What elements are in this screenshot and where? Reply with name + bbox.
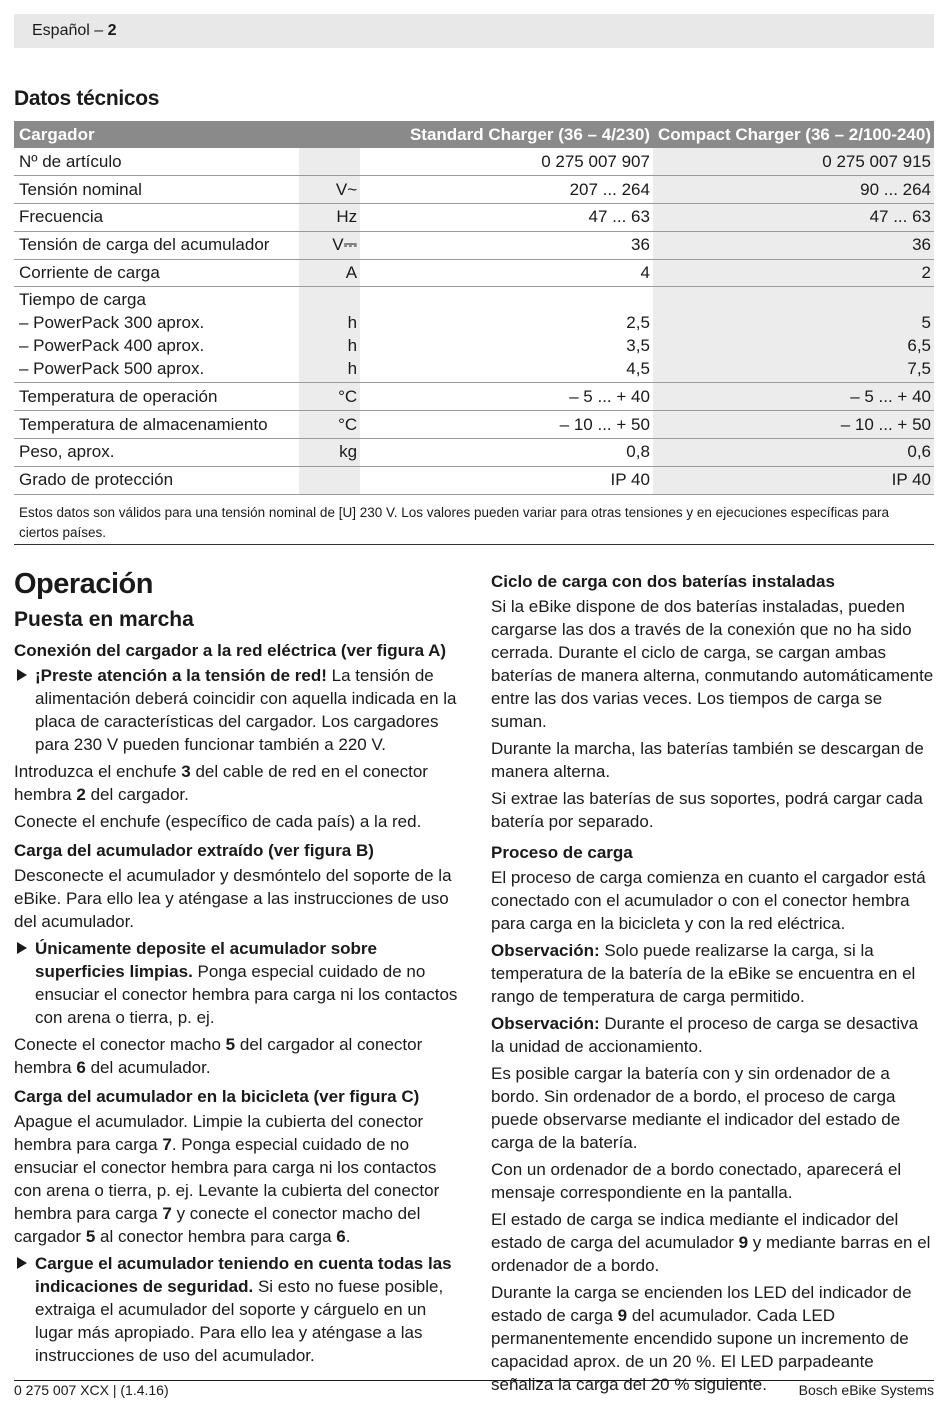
row-value-compact: IP 40 [653,466,934,494]
row-label: Corriente de carga [14,259,299,287]
row-value-standard: 3,5 [626,336,650,356]
row-label: Tensión de carga del acumulador [14,231,299,259]
section-title-on-bike: Carga del acumulador en la bicicleta (ver figura C) [14,1087,420,1106]
header-language: Español – 2 [32,22,117,39]
row-label: Nº de artículo [14,148,299,176]
page-number: 2 [107,22,117,39]
table-header-row [14,121,934,148]
row-value-standard: 0 275 007 907 [368,148,653,176]
paragraph: El proceso de carga comienza en cuanto el cargador está conectado con el acumulador o con el conector hembra para carga en la bicicleta y con la red eléctrica. [491,868,926,933]
row-value-standard: 2,5 [626,313,650,333]
row-value-compact: 6,5 [907,336,931,356]
row-value-standard [373,288,650,311]
row-value-compact: – 5 ... + 40 [653,383,934,411]
row-value-compact: 47 ... 63 [653,204,934,232]
paragraph: Durante la marcha, las baterías también se descargan de manera alterna. [491,739,924,781]
warning-bullet-clean-surface: Únicamente deposite el acumulador sobre superficies limpias. Ponga especial cuidado de no ensuciar el conector hembra para carga ni los contactos con arena o tierra, p. ej. [14,937,458,1029]
tech-data-table [14,121,934,545]
table-row [14,439,934,467]
row-label: – PowerPack 500 aprox. [19,359,205,379]
operation-heading: Operación [14,568,153,600]
row-unit: h [347,359,358,379]
paragraph: Si extrae las baterías de sus soportes, podrá cargar cada batería por separado. [491,789,923,831]
section-title-mains: Conexión del cargador a la red eléctrica (ver figura A) [14,641,447,660]
table-note-row [14,494,934,544]
section-title-removed-battery: Carga del acumulador extraído (ver figura B) [14,841,374,860]
header-col1: Standard Charger (36 – 4/230) [368,121,653,148]
row-unit: °C [299,411,360,439]
header-label: Cargador [14,121,368,148]
section-title-charging-process: Proceso de carga [491,843,633,862]
row-value-standard: 0,8 [368,439,653,467]
warning-bullet-safety: Cargue el acumulador teniendo en cuenta todas las indicaciones de seguridad. Si esto no fuese posible, extraiga el acumulador del soporte y cárguelo en un lugar más apropiado. Para ello lea y aténgase a las instrucciones de uso del acumulador. [14,1252,458,1367]
bullet-triangle-icon [17,942,27,954]
paragraph: Apague el acumulador. Limpie la cubierta del conector hembra para carga 7. Ponga especial cuidado de no ensuciar el conector hembra para carga ni los contactos con arena o tierra, p. ej. Levante la cubierta del conector hembra para carga 7 y conecte el conector macho del cargador 5 al conector hembra para carga 6. [14,1112,440,1246]
row-unit: A [299,259,360,287]
row-value-compact: 7,5 [907,359,931,379]
paragraph: Si la eBike dispone de dos baterías instaladas, pueden cargarse las dos a través de la conexión que no ha sido cerrada. Durante el ciclo de carga, se cargan ambas baterías de manera alterna, conmutando automáticamente entre las dos varias veces. Los tiempos de carga se suman. [491,597,934,731]
table-note: Estos datos son válidos para una tensión nominal de [U] 230 V. Los valores pueden variar para otras tensiones y en ejecuciones específicas para ciertos países. [14,494,934,544]
row-unit: Hz [299,204,360,232]
row-value-compact: – 10 ... + 50 [653,411,934,439]
paragraph: Conecte el enchufe (específico de cada país) a la red. [14,812,422,831]
row-value-standard: 47 ... 63 [368,204,653,232]
footer-doc-number: 0 275 007 XCX | (1.4.16) [14,1382,169,1398]
table-row [14,259,934,287]
paragraph: Es posible cargar la batería con y sin ordenador de a bordo. Sin ordenador de a bordo, el proceso de carga puede observarse mediante el indicador del estado de carga de la batería. [491,1064,901,1152]
paragraph: Con un ordenador de a bordo conectado, aparecerá el mensaje correspondiente en la pantalla. [491,1160,902,1202]
row-value-compact: 36 [653,231,934,259]
row-value-standard: – 10 ... + 50 [368,411,653,439]
row-label: Grado de protección [14,466,299,494]
header-col2: Compact Charger (36 – 2/100-240) [653,121,934,148]
row-unit: h [347,313,358,333]
left-column [14,566,458,1371]
bullet-triangle-icon [17,1257,27,1269]
row-label: Tensión nominal [14,176,299,204]
row-value-compact: 90 ... 264 [653,176,934,204]
row-unit: kg [299,439,360,467]
table-row [14,148,934,176]
row-label: – PowerPack 300 aprox. [19,313,205,333]
section-title-two-batteries: Ciclo de carga con dos baterías instaladas [491,572,835,591]
row-value-compact [658,288,931,311]
row-value-standard: 207 ... 264 [368,176,653,204]
footer-divider [14,1380,934,1381]
row-label: Tiempo de carga [19,290,146,310]
table-row-charge-time [14,287,934,383]
row-value-compact: 5 [921,313,931,333]
row-value-standard: – 5 ... + 40 [368,383,653,411]
tech-data-title: Datos técnicos [14,87,160,110]
row-value-standard: 36 [368,231,653,259]
startup-heading: Puesta en marcha [14,608,194,631]
row-label: Peso, aprox. [14,439,299,467]
paragraph: Desconecte el acumulador y desmóntelo del soporte de la eBike. Para ello lea y aténgase a las instrucciones de uso del acumulador. [14,866,452,931]
table-row [14,204,934,232]
row-label: – PowerPack 400 aprox. [19,336,205,356]
row-label: Temperatura de almacenamiento [14,411,299,439]
row-unit [299,466,360,494]
row-unit: V~ [299,176,360,204]
row-value-compact: 0 275 007 915 [653,148,934,176]
row-label: Frecuencia [14,204,299,232]
bullet-triangle-icon [17,669,27,681]
footer-brand: Bosch eBike Systems [798,1382,934,1398]
right-column [491,570,935,1400]
table-row [14,466,934,494]
paragraph: Observación: Durante el proceso de carga se desactiva la unidad de accionamiento. [491,1014,919,1056]
row-value-compact: 2 [653,259,934,287]
paragraph: Introduzca el enchufe 3 del cable de red en el conector hembra 2 del cargador. [14,762,428,804]
row-value-standard: IP 40 [368,466,653,494]
page-header [14,14,934,48]
row-label: Temperatura de operación [14,383,299,411]
row-unit [299,148,360,176]
warning-bullet-voltage: ¡Preste atención a la tensión de red! La tensión de alimentación deberá coincidir con aquella indicada en la placa de características del cargador. Los cargadores para 230 V pueden funcionar también a 220 V. [14,664,458,756]
paragraph: Durante la carga se encienden los LED del indicador de estado de carga 9 del acumulador. Cada LED permanentemente encendido supone un incremento de capacidad aprox. de un 20 %. El LED parpadeante señaliza la carga del 20 % siguiente. [491,1283,912,1394]
paragraph: El estado de carga se indica mediante el indicador del estado de carga del acumulador 9 y mediante barras en el ordenador de a bordo. [491,1210,931,1275]
row-unit: °C [299,383,360,411]
row-value-compact: 0,6 [653,439,934,467]
row-value-standard: 4 [368,259,653,287]
table-row [14,383,934,411]
table-row [14,411,934,439]
row-unit: h [347,336,358,356]
row-value-standard: 4,5 [626,359,650,379]
paragraph: Conecte el conector macho 5 del cargador al conector hembra 6 del acumulador. [14,1035,423,1077]
row-unit: V⎓ [299,231,360,259]
table-row [14,176,934,204]
table-row [14,231,934,259]
row-unit [304,288,357,311]
paragraph: Observación: Solo puede realizarse la carga, si la temperatura de la batería de la eBike se encuentra en el rango de temperatura de carga permitido. [491,941,916,1006]
